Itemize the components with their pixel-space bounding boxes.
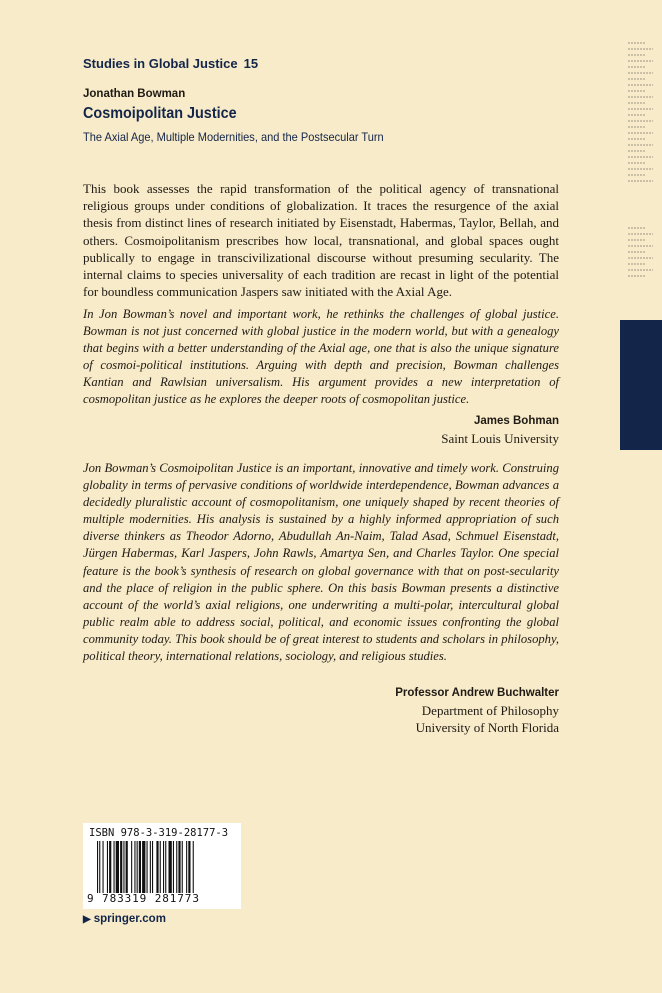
- isbn-digits: 9 783319 281773: [87, 892, 200, 905]
- barcode-bar: [156, 841, 158, 893]
- series-number: 15: [243, 56, 259, 71]
- barcode-bar: [150, 841, 151, 893]
- endorsement-attribution-2: [395, 685, 559, 736]
- barcode-bar: [103, 841, 104, 893]
- barcode-bar: [178, 841, 180, 893]
- barcode-bar: [193, 841, 194, 893]
- barcode-bar: [137, 841, 138, 893]
- spine-edge-marks-middle: [626, 225, 662, 285]
- endorser-department-2: Department of Philosophy: [421, 703, 559, 718]
- book-title: Cosmoipolitan Justice: [83, 105, 237, 122]
- barcode-bar: [152, 841, 153, 893]
- series-line: [83, 56, 258, 71]
- author-name: Jonathan Bowman: [83, 88, 186, 100]
- barcode-bar: [109, 841, 111, 893]
- barcode-bar: [176, 841, 177, 893]
- barcode-bar: [114, 841, 115, 893]
- isbn-label: ISBN 978-3-319-28177-3: [89, 827, 229, 839]
- endorser-name-2: Professor Andrew Buchwalter: [395, 687, 559, 699]
- barcode-bar: [142, 841, 145, 893]
- spine-edge-marks-top: [626, 40, 662, 190]
- barcode-bar: [120, 841, 122, 893]
- barcode-bar: [163, 841, 164, 893]
- book-subtitle: The Axial Age, Multiple Modernities, and the Postsecular Turn: [83, 130, 384, 144]
- barcode-bar: [188, 841, 190, 893]
- barcode-bar: [173, 841, 174, 893]
- endorser-affiliation-1: Saint Louis University: [441, 431, 559, 446]
- endorsement-quote-1: In Jon Bowman’s novel and important work, he rethinks the challenges of global justice. Bowman is not just concerned with global justice in the modern world, but with a genealogy that begins with a better understanding of the Axial age, one that is also the unique signature of cosmoi-political institutions. Arguing with depth and precision, Bowman challenges Kantian and Rawlsian universalism. His argument provides a new interpretation of cosmopolitan justice as he explores the deeper roots of cosmopolitan justice.: [83, 307, 559, 407]
- barcode-bar: [160, 841, 161, 893]
- book-description: This book assesses the rapid transformation of the political agency of transnational religious groups under conditions of globalization. It traces the resurgence of the axial thesis from distinct lines of research initiated by Eisenstadt, Habermas, Taylor, Bellah, and others. Cosmoipolitanism prescribes how local, transnational, and global spaces ought publically to engage in transcivilizational discourse without presuming secularity. The internal claims to species universality of each tradition are recast in light of the potential for boundless communication Jaspers saw initiated with the Axial Age.: [83, 181, 559, 300]
- barcode-bar: [126, 841, 128, 893]
- barcode-bars: [97, 841, 229, 893]
- publisher-link-text: springer.com: [93, 913, 166, 925]
- barcode-bar: [107, 841, 108, 893]
- barcode-bar: [186, 841, 187, 893]
- endorsement-attribution-1: [441, 413, 559, 447]
- endorser-name-1: James Bohman: [473, 415, 559, 427]
- barcode-bar: [116, 841, 119, 893]
- barcode-bar: [99, 841, 100, 893]
- publisher-link[interactable]: [83, 913, 166, 925]
- barcode-bar: [123, 841, 124, 893]
- barcode-bar: [134, 841, 135, 893]
- barcode-bar: [169, 841, 172, 893]
- barcode-bar: [165, 841, 166, 893]
- barcode-bar: [139, 841, 141, 893]
- isbn-barcode: [83, 823, 241, 909]
- barcode-bar: [97, 841, 98, 893]
- barcode-bar: [147, 841, 148, 893]
- cover-edge-tab: [620, 320, 662, 450]
- endorsement-quote-2: Jon Bowman’s Cosmoipolitan Justice is an important, innovative and timely work. Construing globality in terms of pervasive conditions of worldwide interdependence, Bowman advances a decidedly pluralistic account of cosmopolitanism, one uniquely shaped by recent theories of multiple modernities. His analysis is sustained by a highly informed appropriation of such diverse thinkers as Theodor Adorno, Abudullah An-Naim, Talad Asad, Schmuel Eisenstadt, Jürgen Habermas, Karl Jaspers, John Rawls, Amartya Sen, and Charles Taylor. One special feature is the book’s synthesis of research on global governance with that on post-secularity and the place of religion in the public sphere. On this basis Bowman presents a distinctive account of the world’s axial religions, one underwriting a multi-polar, intercultural global public realm able to address social, political, and economic issues confronting the global community today. This book should be of great interest to students and scholars in philosophy, political theory, international relations, sociology, and religious studies.: [83, 461, 559, 664]
- endorser-university-2: University of North Florida: [415, 720, 559, 735]
- series-name: Studies in Global Justice: [83, 56, 238, 71]
- barcode-bar: [131, 841, 132, 893]
- barcode-bar: [182, 841, 183, 893]
- arrow-right-icon: ▶: [83, 914, 91, 925]
